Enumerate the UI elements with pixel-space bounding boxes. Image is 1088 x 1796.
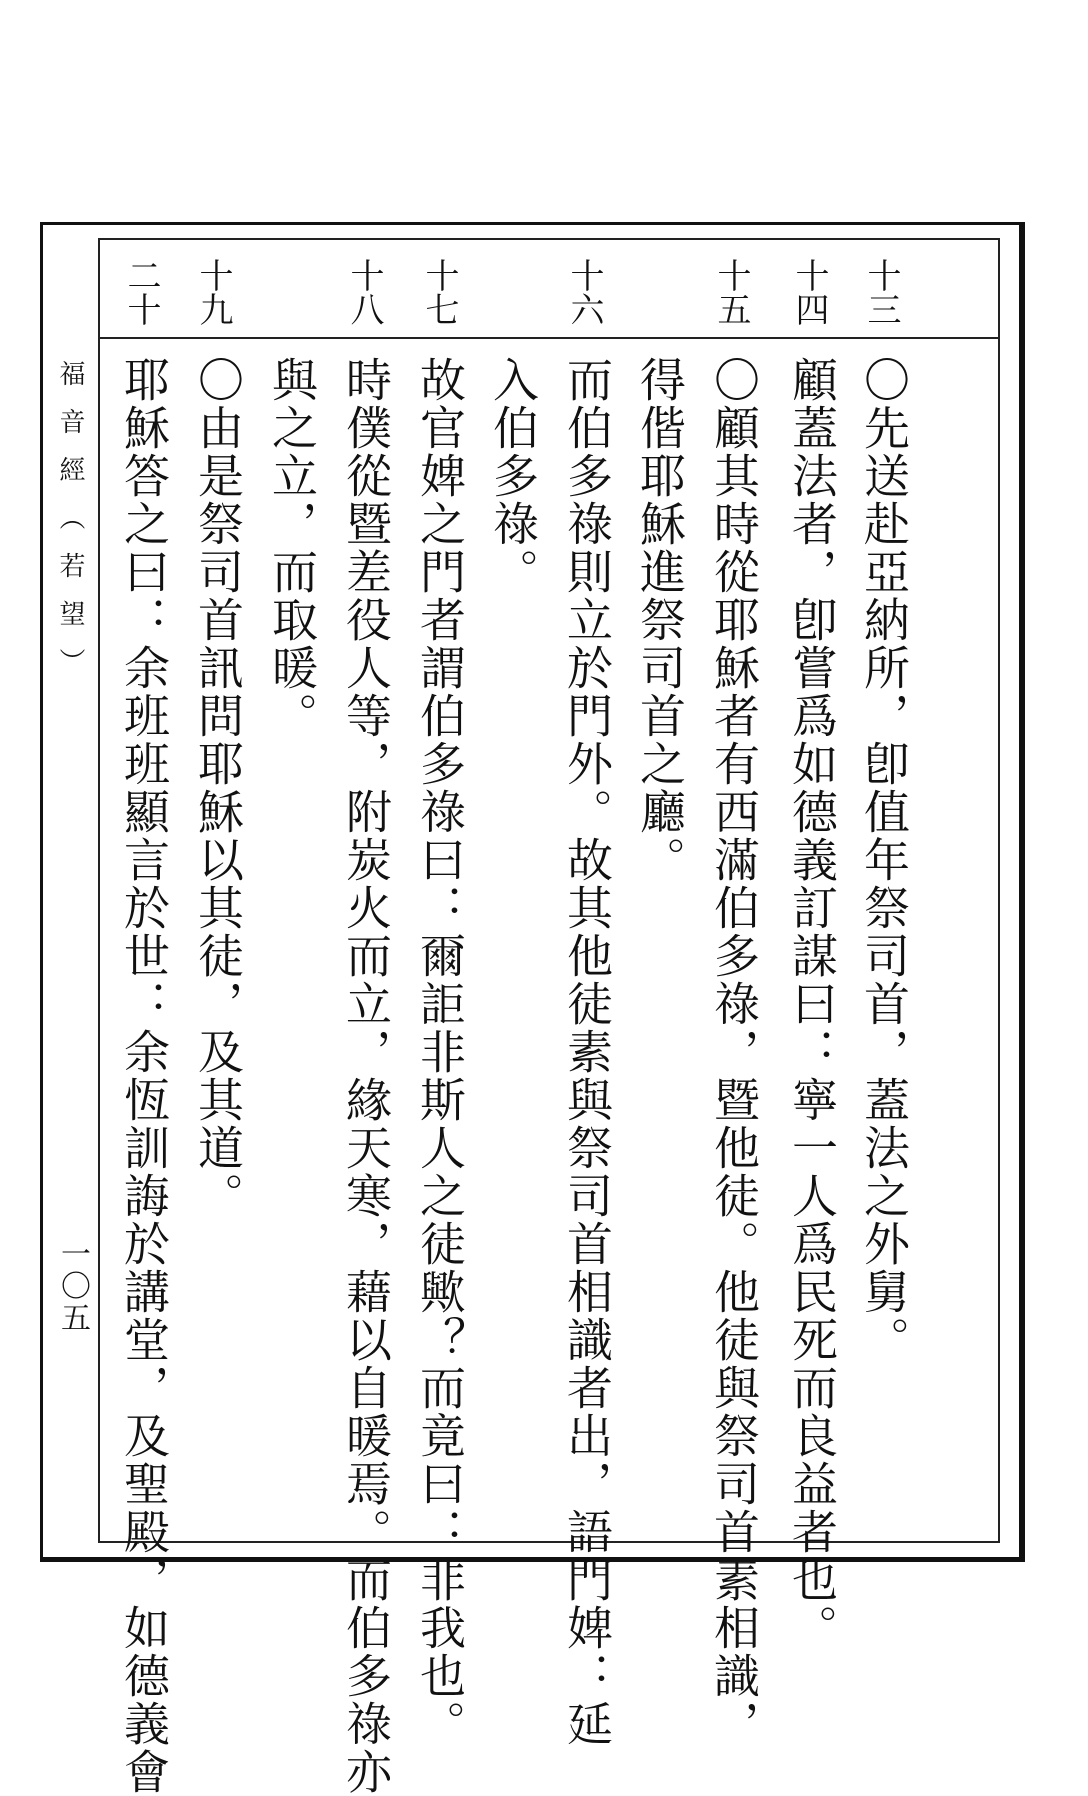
verse-number: 十三 xyxy=(861,258,901,326)
verse-number: 十八 xyxy=(344,258,384,326)
text-column: 與之立，而取暖。 xyxy=(265,356,319,740)
verse-number: 二十 xyxy=(121,258,161,326)
text-column: 而伯多祿則立於門外。故其他徒素與祭司首相識者出，語門婢：延 xyxy=(560,356,614,1748)
text-column: 〇先送赴亞納所，卽值年祭司首，蓋法之外舅。 xyxy=(857,356,911,1364)
text-column: 〇由是祭司首訊問耶穌以其徒，及其道。 xyxy=(191,356,245,1220)
verse-number: 十四 xyxy=(789,258,829,326)
text-column: 時僕從暨差役人等，附炭火而立，緣天寒，藉以自暖焉。而伯多祿亦 xyxy=(339,356,393,1796)
text-column: 入伯多祿。 xyxy=(486,356,540,596)
running-title: 福音經（若望） xyxy=(55,360,85,696)
text-column: 〇顧其時從耶穌者有西滿伯多祿，暨他徒。他徒與祭司首素相識， xyxy=(707,356,761,1748)
text-column: 顧蓋法者，卽嘗爲如德義訂謀曰：寧一人爲民死而良益者也。 xyxy=(785,356,839,1652)
text-column: 得偕耶穌進祭司首之廳。 xyxy=(633,356,687,884)
verse-number: 十六 xyxy=(564,258,604,326)
verse-number-rule xyxy=(98,337,1000,339)
verse-number: 十七 xyxy=(419,258,459,326)
text-column: 耶穌答之曰：余班班顯言於世：余恆訓誨於講堂，及聖殿，如德義會 xyxy=(117,356,171,1796)
verse-number: 十九 xyxy=(193,258,233,326)
page-number: 一〇五 xyxy=(55,1238,90,1334)
text-column: 故官婢之門者謂伯多祿曰：爾詎非斯人之徒歟？而竟曰：非我也。 xyxy=(413,356,467,1748)
verse-number: 十五 xyxy=(711,258,751,326)
